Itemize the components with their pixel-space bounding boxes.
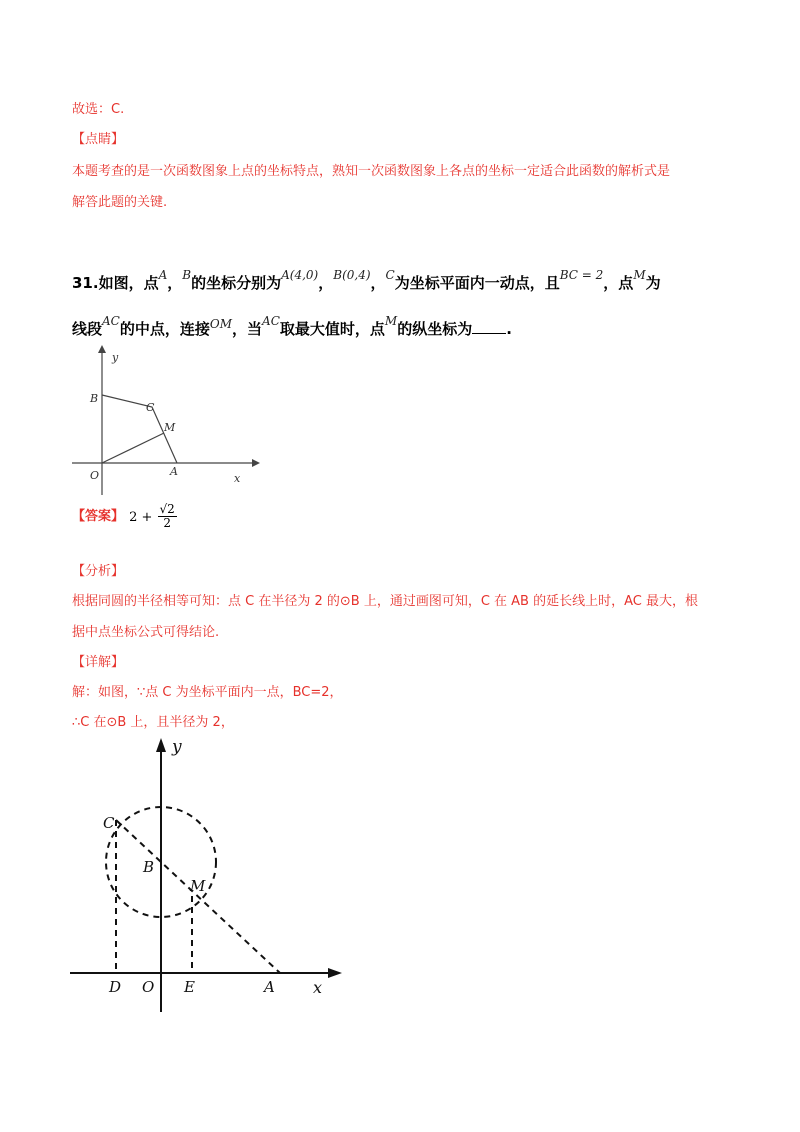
fig1-label-o: O xyxy=(90,469,100,482)
fig2-label-c: C xyxy=(103,814,115,832)
analysis-label: 【分析】 xyxy=(72,564,125,579)
analysis-line-1: 根据同圆的半径相等可知：点 C 在半径为 2 的⊙B 上，通过画图可知，C 在 AB 的延长线上时，AC 最大，根 xyxy=(72,594,698,609)
answer-blank xyxy=(472,319,506,334)
question-line-2: 线段$^{AC}$的中点，连接$^{OM}$，当$^{AC}$取最大值时，点$^M$的纵坐标为 . xyxy=(72,314,512,338)
fig2-x-label: x xyxy=(313,978,323,997)
fig1-label-b: B xyxy=(90,392,99,405)
fig2-label-a: A xyxy=(264,978,275,996)
fig1-x-label: x xyxy=(234,472,241,485)
fig2-label-e: E xyxy=(184,978,195,996)
answer-fraction: $\frac{√2}{2}$ xyxy=(159,502,175,530)
fig2-label-d: D xyxy=(109,978,122,996)
fig1-label-m: M xyxy=(164,421,176,434)
answer-label: 【答案】 xyxy=(72,509,125,524)
answer-line xyxy=(72,503,177,530)
choice-line: 故选：C. xyxy=(72,102,125,117)
detail-label: 【详解】 xyxy=(72,655,125,670)
fig2-label-o: O xyxy=(142,978,155,996)
dianjing-label: 【点睛】 xyxy=(72,132,125,147)
question-line-1: 31.如图，点$^A$，$^B$的坐标分别为$^{A(4,0)}$，$^{B(0,4)}$，$^C$为坐标平面内一动点，且$^{BC = 2}$，点$^M$为 xyxy=(72,268,661,292)
dianjing-line-1: 本题考查的是一次函数图象上点的坐标特点，熟知一次函数图象上各点的坐标一定适合此函数的解析式是 xyxy=(72,164,671,179)
detail-line-1: 解：如图，∵点 C 为坐标平面内一点，BC=2， xyxy=(72,685,343,700)
fig2-y-label: y xyxy=(172,737,182,757)
fig2-label-b: B xyxy=(143,858,155,876)
question-figure xyxy=(72,345,272,497)
dianjing-line-2: 解答此题的关键. xyxy=(72,195,168,210)
detail-line-2: ∴C 在⊙B 上，且半径为 2， xyxy=(72,715,234,730)
fig1-label-c: C xyxy=(146,401,155,414)
fig1-label-a: A xyxy=(170,465,178,478)
solution-figure xyxy=(60,730,360,1020)
analysis-line-2: 据中点坐标公式可得结论. xyxy=(72,625,220,640)
fig1-y-label: y xyxy=(112,351,119,364)
fig2-label-m: M xyxy=(190,877,206,895)
answer-int: 2 + xyxy=(129,510,153,525)
